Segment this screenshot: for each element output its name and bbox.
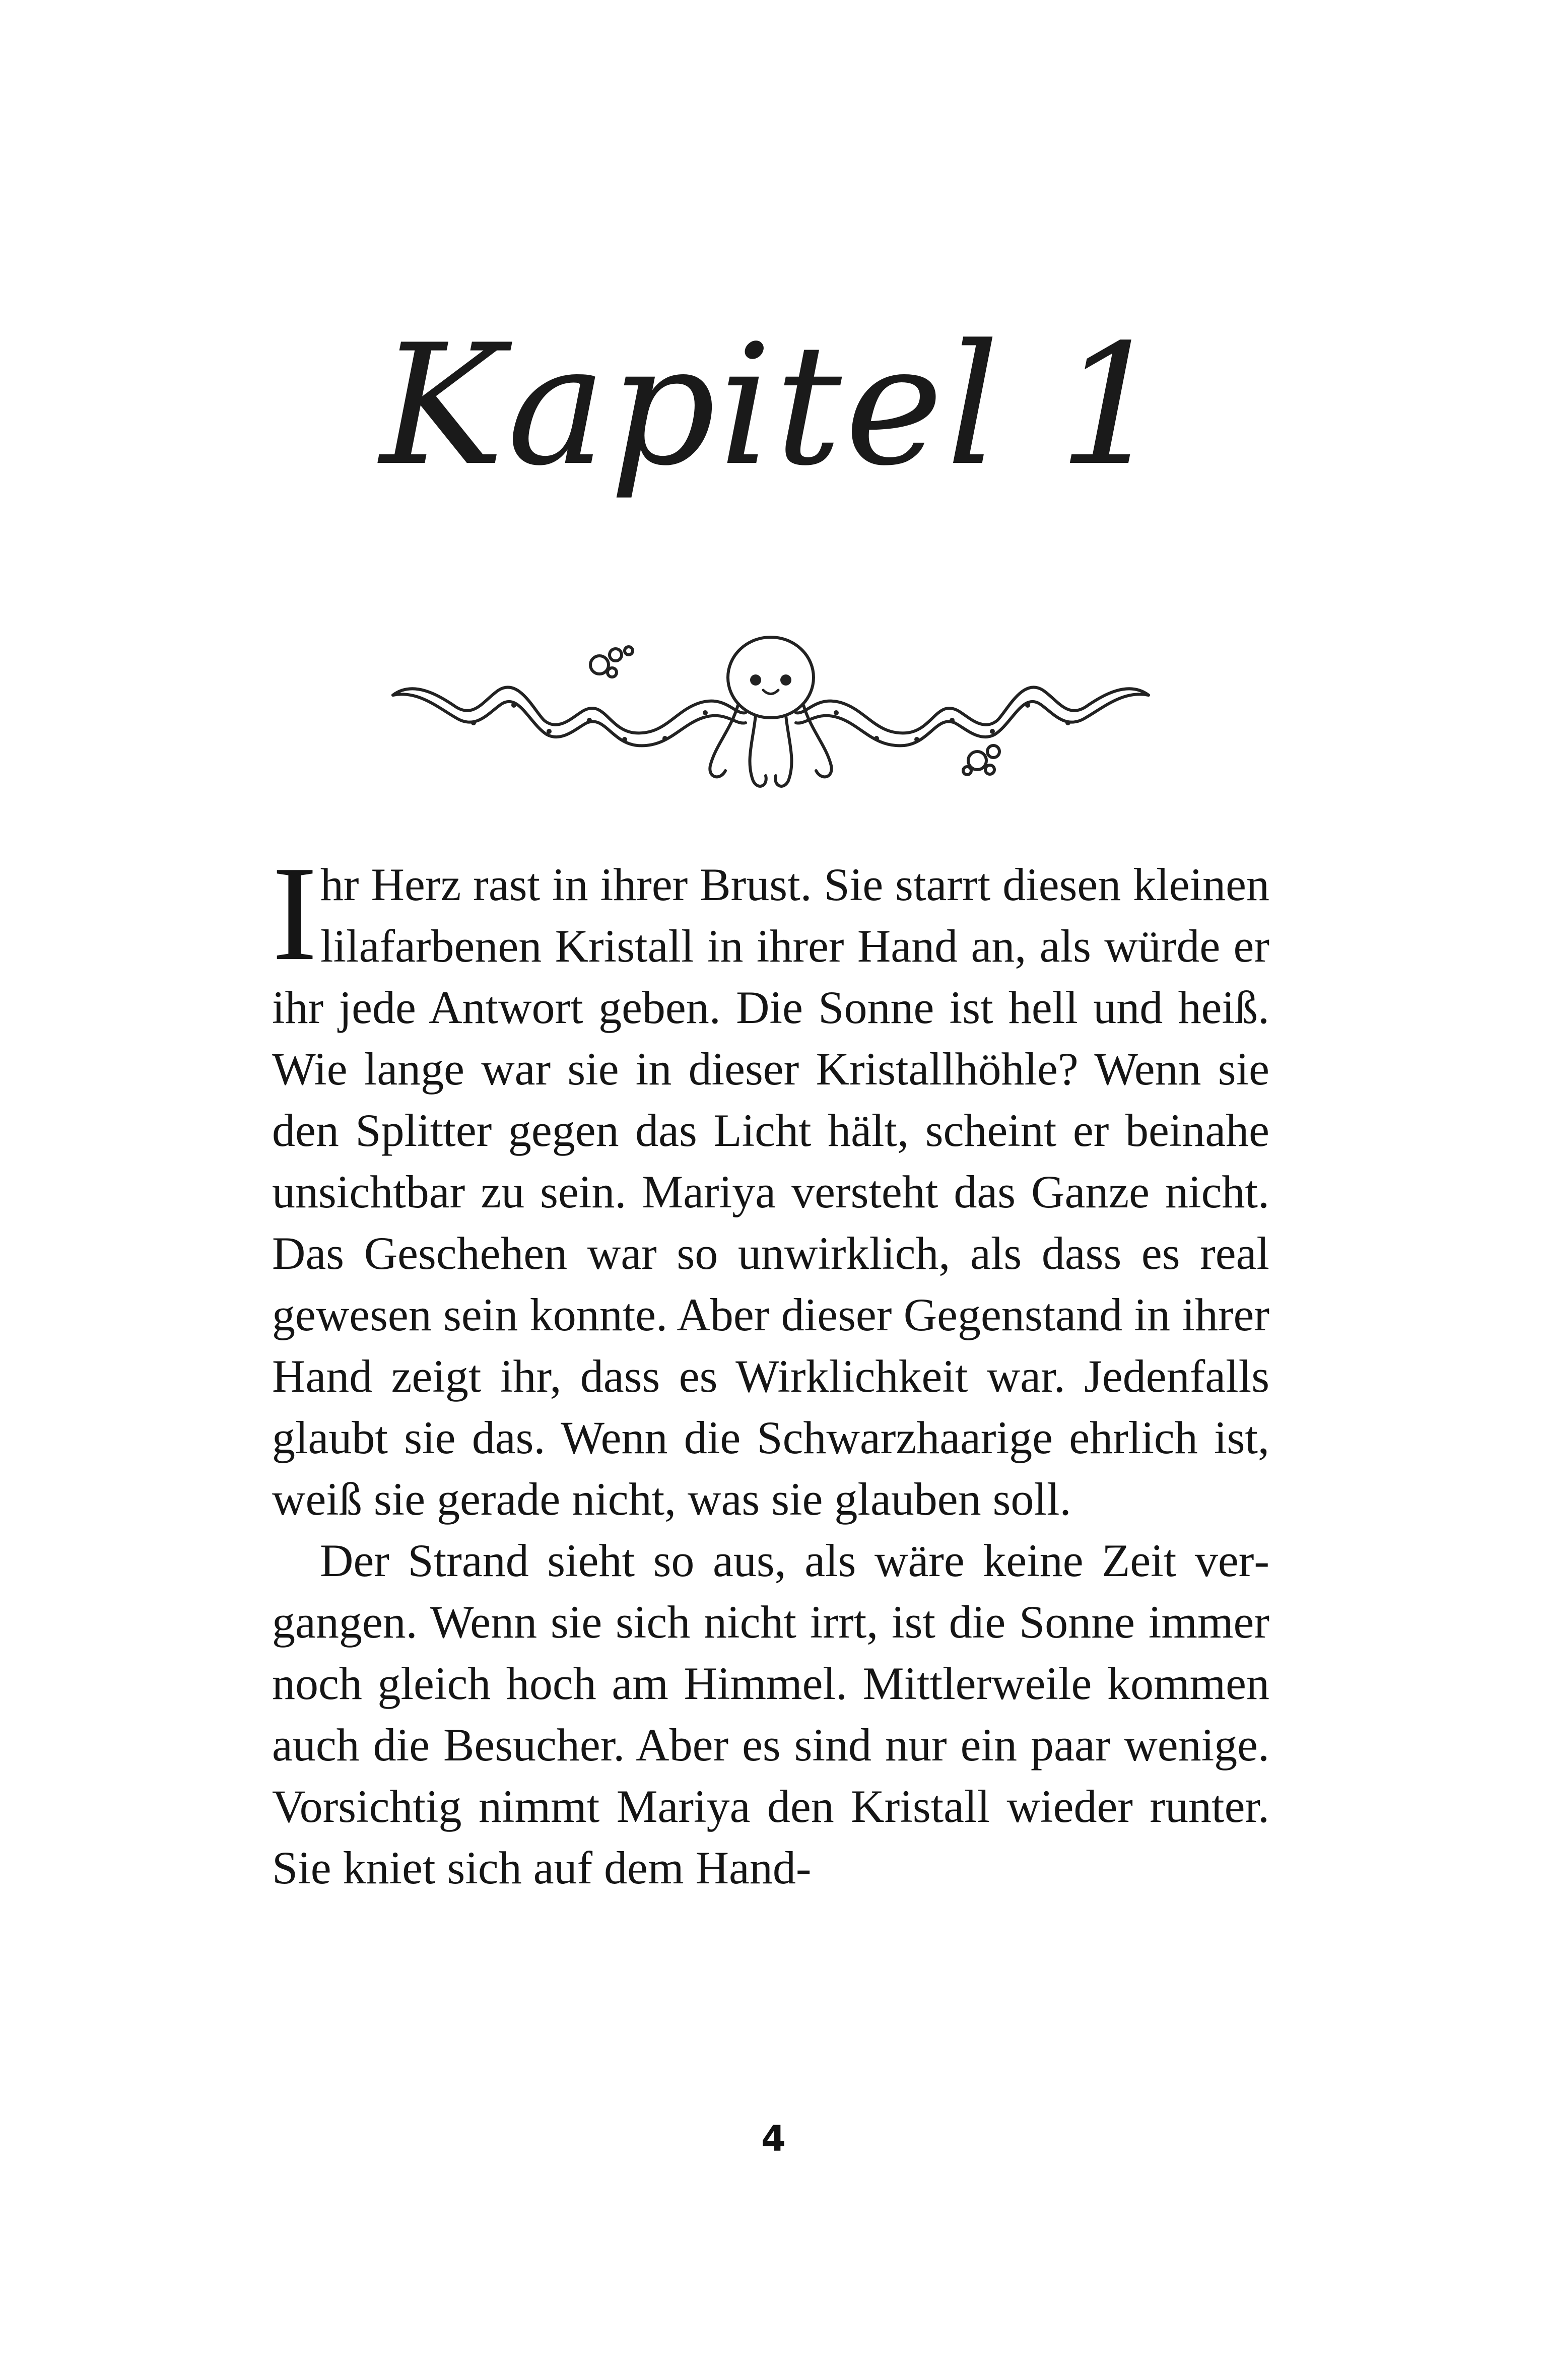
paragraph: Der Strand sieht so aus, als wäre keine Zeit vergangen. Wenn sie sich nicht irrt, ist die Sonne immer noch gleich hoch am Himmel. Mittlerweile kommen auch die Besucher. Aber es sind nur ein paar wenige. Vorsichtig nimmt Mariya den Kristall wieder runter. Sie kniet sich auf dem Hand- <box>272 1535 1269 1893</box>
paragraph <box>272 838 1269 1530</box>
chapter-body <box>272 838 1269 1898</box>
page-number: 4 <box>761 2118 786 2159</box>
octopus-tentacle-divider-icon <box>383 620 1159 801</box>
drop-cap: I <box>272 838 317 989</box>
chapter-title: Kapitel 1 <box>380 309 1167 502</box>
paragraph-text: hr Herz rast in ihrer Brust. Sie starrt diesen kleinen lilafarbenen Kristall in ihrer Hand an, als würde er ihr jede Antwort geben. Die Sonne ist hell und heiß. Wie lange war sie in dieser Kristallhöhle? Wenn sie den Splitter gegen das Licht hält, scheint er beinahe unsichtbar zu sein. Mariya versteht das Ganze nicht. Das Geschehen war so unwirklich, als dass es real gewesen sein konnte. Aber dieser Gegenstand in ihrer Hand zeigt ihr, dass es Wirklichkeit war. Jedenfalls glaubt sie das. Wenn die Schwarzhaarige ehrlich ist, weiß sie gerade nicht, was sie glauben soll. <box>272 859 1269 1525</box>
